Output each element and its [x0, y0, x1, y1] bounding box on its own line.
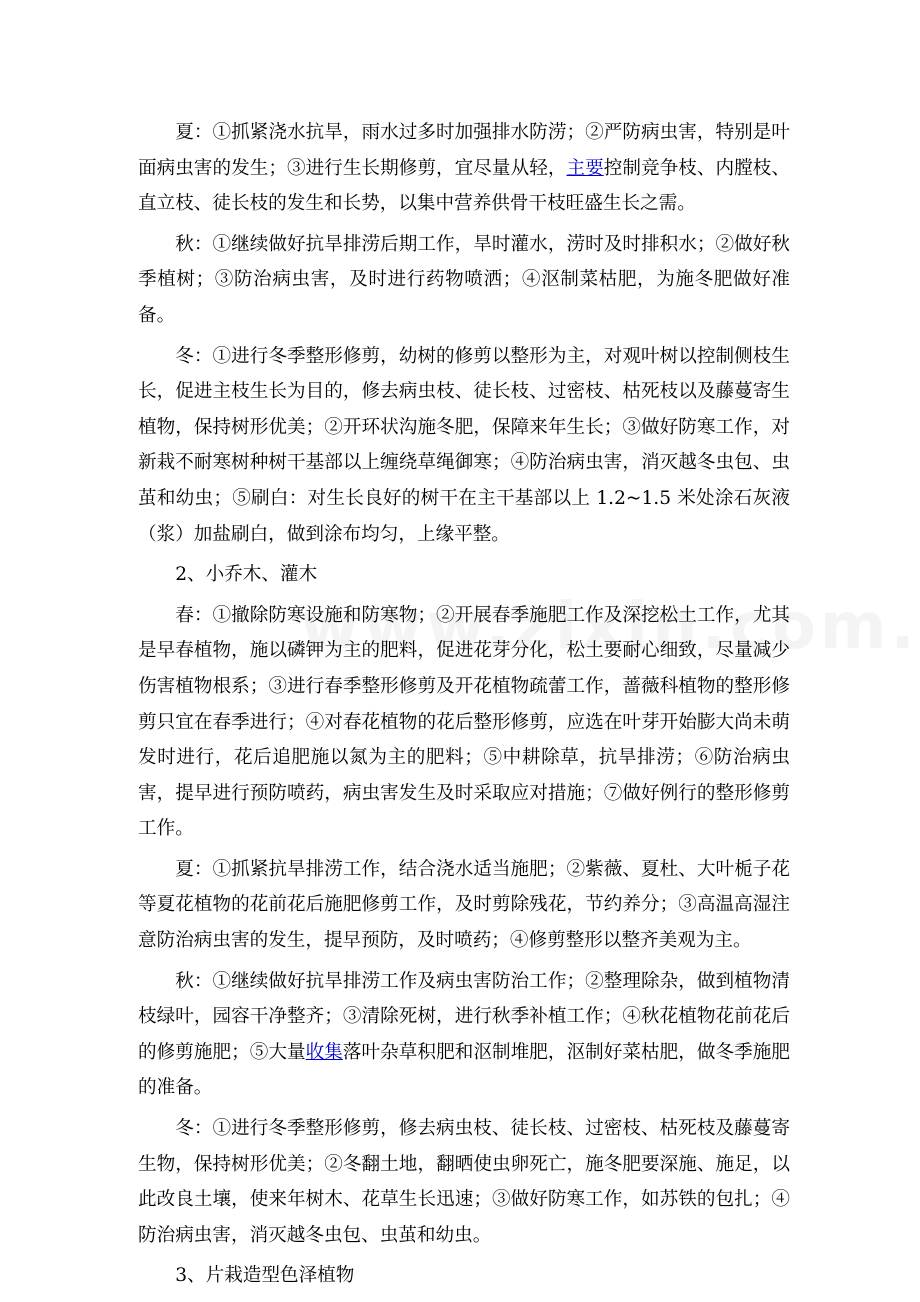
link-shouji[interactable]: 收集 — [305, 1041, 343, 1063]
section1-summer-text-2: 控制竞争枝、内膛枝、直立枝、徒长枝的发生和长势，以集中营养供骨干枝旺盛生长之需。 — [138, 157, 790, 215]
document-body — [138, 115, 790, 1299]
section1-summer-paragraph — [138, 115, 790, 222]
section2-autumn-text-1: 秋：①继续做好抗旱排涝工作及病虫害防治工作；②整理除杂，做到植物清枝绿叶，园容干净整齐；③清除死树，进行秋季补植工作；④秋花植物花前花后的修剪施肥；⑤大量 — [138, 970, 790, 1063]
section1-summer-text-1: 夏：①抓紧浇水抗旱，雨水过多时加强排水防涝；②严防病虫害，特别是叶面病虫害的发生；③进行生长期修剪，宜尽量从轻， — [138, 122, 790, 179]
section2-spring-paragraph: 春：①撤除防寒设施和防寒物；②开展春季施肥工作及深挖松土工作，尤其是早春植物，施以磷钾为主的肥料，促进花芽分化，松土要耐心细致，尽量减少伤害植物根系；③进行春季整形修剪及开花植物疏蕾工作，蔷薇科植物的整形修剪只宜在春季进行；④对春花植物的花后整形修剪，应选在叶芽开始膨大尚未萌发时进行，花后追肥施以氮为主的肥料；⑤中耕除草，抗旱排涝；⑥防治病虫害，提早进行预防喷药，病虫害发生及时采取应对措施；⑦做好例行的整形修剪工作。 — [138, 604, 790, 840]
section1-winter-paragraph: 冬：①进行冬季整形修剪，幼树的修剪以整形为主，对观叶树以控制侧枝生长，促进主枝生长为目的，修去病虫枝、徒长枝、过密枝、枯死枝以及藤蔓寄生植物，保持树形优美；②开环状沟施冬肥，保障来年生长；③做好防寒工作，对新栽不耐寒树种树干基部以上缠绕草绳御寒；④防治病虫害，消灭越冬虫包、虫茧和幼虫；⑤刷白：对生长良好的树干在主干基部以上 1.2~1.5 米处涂石灰液（浆）加盐刷白，做到涂布均匀，上缘平整。 — [138, 345, 790, 545]
section2-autumn-text-2: 落叶杂草积肥和沤制堆肥，沤制好菜枯肥，做冬季施肥的准备。 — [138, 1041, 790, 1099]
section2-autumn-paragraph — [138, 964, 790, 1106]
section2-heading: 2、小乔木、灌木 — [175, 564, 318, 586]
section2-winter-paragraph: 冬：①进行冬季整形修剪，修去病虫枝、徒长枝、过密枝、枯死枝及藤蔓寄生物，保持树形优美；②冬翻土地，翻晒使虫卵死亡，施冬肥要深施、施足，以此改良土壤，使来年树木、花草生长迅速；③做好防寒工作，如苏铁的包扎；④防治病虫害，消灭越冬虫包、虫茧和幼虫。 — [138, 1118, 790, 1246]
link-zhuyao[interactable]: 主要 — [566, 157, 604, 179]
section1-autumn-paragraph: 秋：①继续做好抗旱排涝后期工作，旱时灌水，涝时及时排积水；②做好秋季植树；③防治病虫害，及时进行药物喷洒；④沤制菜枯肥，为施冬肥做好准备。 — [138, 233, 790, 326]
section2-summer-paragraph: 夏：①抓紧抗旱排涝工作，结合浇水适当施肥；②紫薇、夏杜、大叶栀子花等夏花植物的花前花后施肥修剪工作，及时剪除残花，节约养分；③高温高湿注意防治病虫害的发生，提早预防，及时喷药；④修剪整形以整齐美观为主。 — [138, 858, 790, 952]
section3-heading: 3、片栽造型色泽植物 — [175, 1265, 355, 1287]
